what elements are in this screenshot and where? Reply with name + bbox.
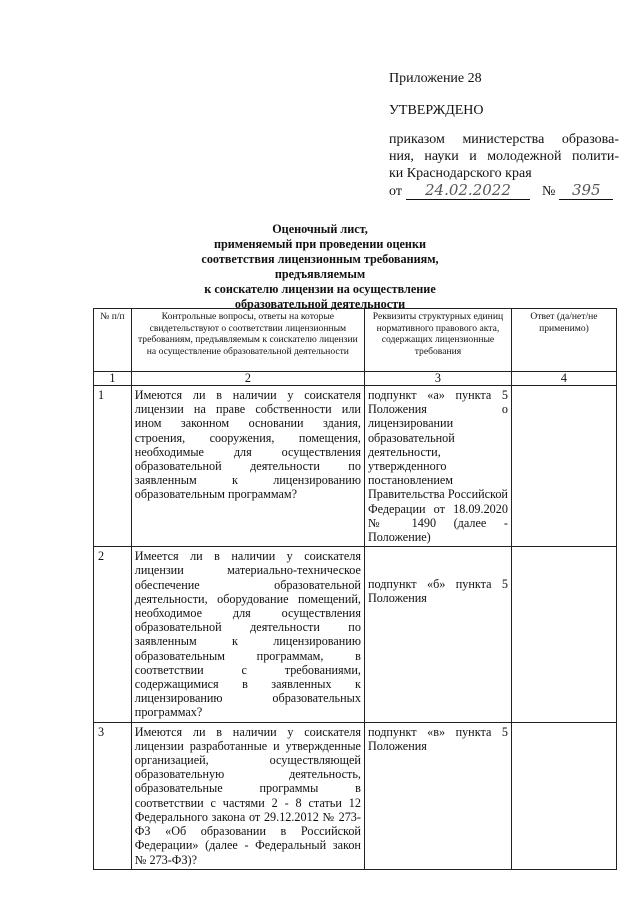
appendix-number: Приложение 28 <box>389 71 482 86</box>
order-number-handwritten: 395 <box>571 181 601 199</box>
row-number: 1 <box>94 386 132 547</box>
column-number: 2 <box>131 372 364 386</box>
reference-text: подпункт «б» пункта 5 Положения <box>367 577 508 606</box>
order-date-field <box>406 183 530 200</box>
column-number: 3 <box>364 372 511 386</box>
table-row <box>94 386 617 547</box>
column-number: 4 <box>511 372 616 386</box>
header-questions: Контрольные вопросы, ответы на которые свидетельствуют о соответствии лицензионным требованиям, предъявляемым к соискателю лицензии на осуществление образовательной деятельности <box>131 309 364 372</box>
appendix-block <box>389 70 619 200</box>
table-row <box>94 722 617 869</box>
title-line: Оценочный лист, <box>272 222 368 236</box>
row-number: 2 <box>94 547 132 722</box>
row-number: 3 <box>94 722 132 869</box>
title-line: применяемый при проведении оценки <box>213 237 426 251</box>
document-title <box>160 222 480 312</box>
column-number-row <box>94 372 617 386</box>
answer-cell[interactable] <box>511 722 616 869</box>
order-line-2: ния, науки и молодежной полити- <box>389 149 619 164</box>
reference-cell <box>364 547 511 722</box>
order-date-handwritten: 24.02.2022 <box>424 181 511 199</box>
title-line: к соискателю лицензии на осуществление <box>204 282 436 296</box>
question-cell: Имеются ли в наличии у соискателя лицензии на праве собственности или ином законном основании здания, строения, сооружения, помещения, необходимые для осуществления образовательной деятельности по заявленным к лицензированию образовательным программам? <box>131 386 364 547</box>
question-cell: Имеются ли в наличии у соискателя лицензии разработанные и утвержденные организацией, осуществляющей образовательную деятельность, образовательные программы в соответствии с частями 2 - 8 статьи 12 Федерального закона от 29.12.2012 № 273-ФЗ «Об образовании в Российской Федерации» (далее - Федеральный закон № 273-ФЗ)? <box>131 722 364 869</box>
approved-label: УТВЕРЖДЕНО <box>389 103 484 118</box>
order-date-number-row <box>389 183 619 200</box>
header-number: № п/п <box>94 309 132 372</box>
assessment-table <box>93 308 617 870</box>
table-row <box>94 547 617 722</box>
header-answer: Ответ (да/нет/не применимо) <box>511 309 616 372</box>
order-line-1: приказом министерства образова- <box>389 132 619 147</box>
reference-cell: подпункт «а» пункта 5 Положения о лицензировании образовательной деятельности, утвержденного постановлением Правительства Российской Федерации от 18.09.2020 № 1490 (далее - Положение) <box>364 386 511 547</box>
title-line: образовательной деятельности <box>234 297 406 311</box>
order-line-3: ки Краснодарского края <box>389 166 532 181</box>
date-prefix: от <box>389 184 402 199</box>
reference-cell: подпункт «в» пункта 5 Положения <box>364 722 511 869</box>
answer-cell[interactable] <box>511 547 616 722</box>
answer-cell[interactable] <box>511 386 616 547</box>
title-line: соответствия лицензионным требованиям, предъявляемым <box>201 252 439 281</box>
column-number: 1 <box>94 372 132 386</box>
header-requisites: Реквизиты структурных единиц нормативного правового акта, содержащих лицензионные требования <box>364 309 511 372</box>
question-cell: Имеется ли в наличии у соискателя лицензии материально-техническое обеспечение образовательной деятельности, оборудование помещений, необходимое для осуществления образовательной деятельности по заявленным к лицензированию образовательным программам, в соответствии с требованиями, содержащимися в заявленных к лицензированию образовательных программах? <box>131 547 364 722</box>
number-prefix: № <box>541 184 556 199</box>
order-number-field <box>559 183 613 200</box>
table-header-row <box>94 309 617 372</box>
